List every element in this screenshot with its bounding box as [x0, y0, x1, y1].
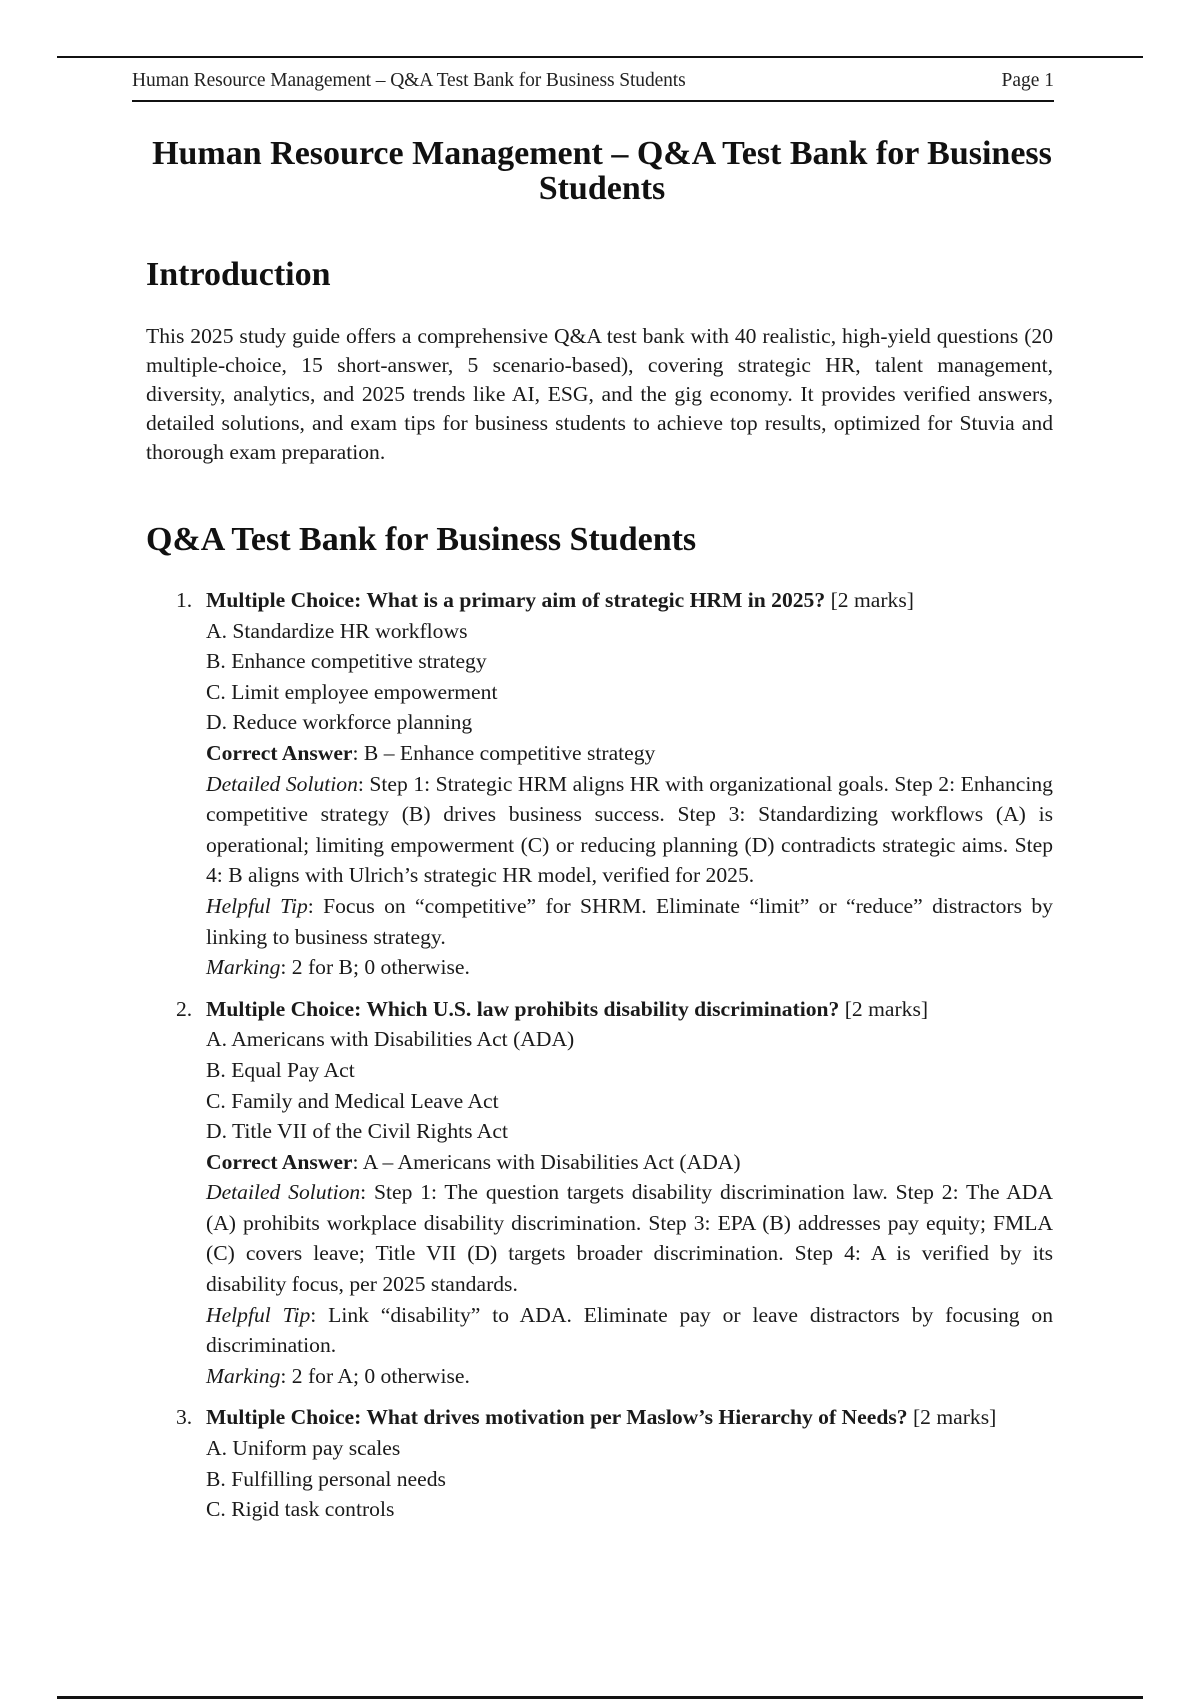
qa-section-heading: Q&A Test Bank for Business Students	[146, 521, 697, 558]
question-stem	[206, 1402, 1053, 1433]
question-number: 1.	[176, 588, 193, 612]
marking-label: Marking	[206, 1363, 281, 1388]
question-number: 2.	[176, 996, 193, 1021]
answer-option: B. Enhance competitive strategy	[206, 649, 487, 674]
page-top-rule	[57, 56, 1143, 58]
helpful-tip: Helpful Tip: Link “disability” to ADA. Eliminate pay or leave distractors by focusing on discrimination.	[206, 1302, 1053, 1358]
question-text: Multiple Choice: What is a primary aim of strategic HRM in 2025?	[206, 588, 826, 612]
page-bottom-rule	[57, 1696, 1143, 1699]
answer-option: D. Reduce workforce planning	[206, 710, 473, 735]
question-number: 3.	[176, 1405, 193, 1430]
question-stem	[206, 585, 1053, 616]
helpful-tip-text: Link “disability” to ADA. Eliminate pay or leave distractors by focusing on discrimination.	[206, 1302, 1053, 1358]
question-item	[146, 994, 1053, 1392]
answer-option: A. Standardize HR workflows	[206, 618, 468, 643]
helpful-tip: Helpful Tip: Focus on “competitive” for SHRM. Eliminate “limit” or “reduce” distractors by linking to business strategy.	[206, 893, 1053, 949]
correct-answer-value: B – Enhance competitive strategy	[363, 740, 656, 765]
correct-answer: Correct Answer: B – Enhance competitive strategy	[206, 740, 656, 765]
detailed-solution-label: Detailed Solution	[206, 1180, 361, 1205]
marking-text: 2 for B; 0 otherwise.	[291, 955, 470, 980]
page-number: Page 1	[1001, 70, 1054, 91]
marking: Marking: 2 for B; 0 otherwise.	[206, 955, 470, 980]
answer-option: B. Fulfilling personal needs	[206, 1466, 446, 1491]
marking-text: 2 for A; 0 otherwise.	[291, 1363, 470, 1388]
answer-option: C. Family and Medical Leave Act	[206, 1088, 499, 1113]
detailed-solution-text: Step 1: The question targets disability discrimination law. Step 2: The ADA (A) prohibits workplace disability discrimination. Step 3: EPA (B) addresses pay equity; FMLA (C) covers leave; Title VII (D) targets broader discrimination. Step 4: A is verified by its disability focus, per 2025 standards.	[206, 1180, 1053, 1297]
detailed-solution-text: Step 1: Strategic HRM aligns HR with organizational goals. Step 2: Enhancing competitive strategy (B) drives business success. Step 3: Standardizing workflows (A) is operational; limiting empowerment (C) or reducing planning (D) contradicts strategic aims. Step 4: B aligns with Ulrich’s strategic HR model, verified for 2025.	[206, 771, 1053, 888]
question-list	[146, 585, 1053, 1536]
question-item	[146, 585, 1053, 983]
detailed-solution: Detailed Solution: Step 1: The question targets disability discrimination law. Step 2: The ADA (A) prohibits workplace disability discrimination. Step 3: EPA (B) addresses pay equity; FMLA (C) covers leave; Title VII (D) targets broader discrimination. Step 4: A is verified by its disability focus, per 2025 standards.	[206, 1180, 1053, 1297]
correct-answer-label: Correct Answer	[206, 1149, 353, 1174]
answer-option: C. Rigid task controls	[206, 1497, 395, 1522]
running-header-title: Human Resource Management – Q&A Test Bank for Business Students	[132, 70, 686, 91]
helpful-tip-label: Helpful Tip	[206, 1302, 311, 1327]
detailed-solution-label: Detailed Solution	[206, 771, 358, 796]
answer-option: B. Equal Pay Act	[206, 1057, 355, 1082]
question-item	[146, 1402, 1053, 1524]
question-marks: [2 marks]	[830, 588, 914, 612]
answer-option: A. Americans with Disabilities Act (ADA)	[206, 1027, 575, 1052]
correct-answer: Correct Answer: A – Americans with Disabilities Act (ADA)	[206, 1149, 741, 1174]
document-title: Human Resource Management – Q&A Test Bank for Business Students	[152, 135, 1052, 207]
introduction-paragraph: This 2025 study guide offers a comprehensive Q&A test bank with 40 realistic, high-yield questions (20 multiple-choice, 15 short-answer, 5 scenario-based), covering strategic HR, talent management, diversity, analytics, and 2025 trends like AI, ESG, and the gig economy. It provides verified answers, detailed solutions, and exam tips for business students to achieve top results, optimized for Stuvia and thorough exam preparation.	[146, 324, 1053, 464]
introduction-heading: Introduction	[146, 256, 331, 293]
correct-answer-label: Correct Answer	[206, 740, 353, 765]
correct-answer-value: A – Americans with Disabilities Act (ADA)	[362, 1149, 741, 1174]
marking: Marking: 2 for A; 0 otherwise.	[206, 1363, 470, 1388]
question-marks: [2 marks]	[912, 1405, 997, 1430]
question-text: Multiple Choice: Which U.S. law prohibits disability discrimination?	[206, 996, 840, 1021]
question-stem	[206, 994, 1053, 1025]
answer-option: D. Title VII of the Civil Rights Act	[206, 1119, 508, 1144]
detailed-solution: Detailed Solution: Step 1: Strategic HRM aligns HR with organizational goals. Step 2: Enhancing competitive strategy (B) drives business success. Step 3: Standardizing workflows (A) is operational; limiting empowerment (C) or reducing planning (D) contradicts strategic aims. Step 4: B aligns with Ulrich’s strategic HR model, verified for 2025.	[206, 771, 1053, 888]
question-marks: [2 marks]	[844, 996, 929, 1021]
question-text: Multiple Choice: What drives motivation per Maslow’s Hierarchy of Needs?	[206, 1405, 908, 1430]
answer-option: C. Limit employee empowerment	[206, 679, 498, 704]
helpful-tip-text: Focus on “competitive” for SHRM. Eliminate “limit” or “reduce” distractors by linking to business strategy.	[206, 893, 1053, 949]
answer-option: A. Uniform pay scales	[206, 1436, 401, 1461]
running-header	[132, 68, 1054, 102]
marking-label: Marking	[206, 955, 281, 980]
helpful-tip-label: Helpful Tip	[206, 893, 308, 918]
